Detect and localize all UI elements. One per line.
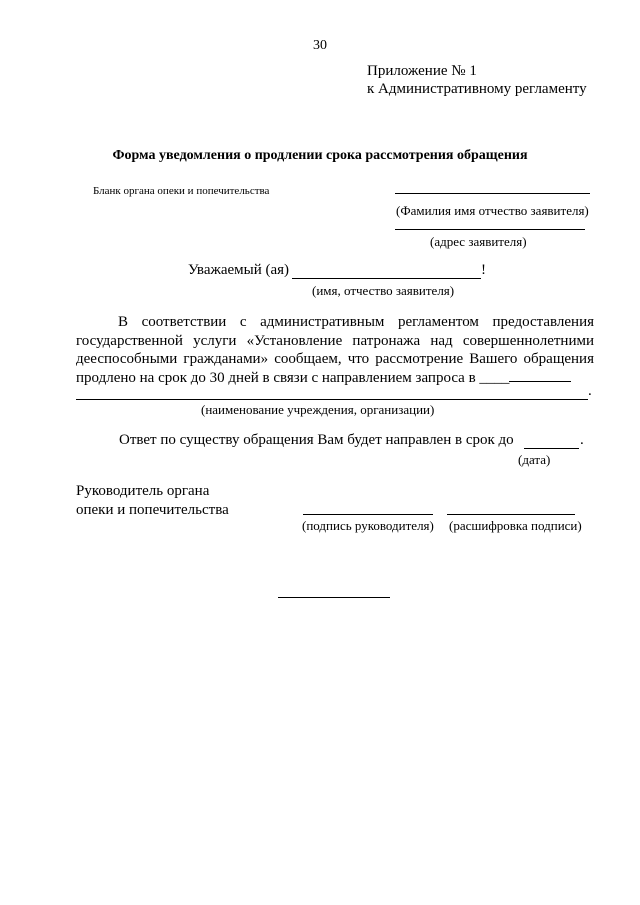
reply-date-line: [524, 448, 579, 449]
greeting-caption: (имя, отчество заявителя): [312, 283, 455, 298]
reply-end-mark: .: [580, 432, 584, 448]
signature-line: [303, 514, 433, 515]
footer-divider: [278, 597, 390, 598]
reply-sentence: [119, 432, 514, 449]
signature-caption: (подпись руководителя): [302, 518, 434, 533]
greeting-text: Уважаемый (ая): [188, 262, 290, 278]
applicant-address-line: [395, 229, 585, 230]
org-blank-label: Бланк органа опеки и попечительства: [93, 185, 270, 197]
main-paragraph: [76, 313, 594, 387]
date-caption: (дата): [518, 452, 551, 467]
appendix-line-1: Приложение № 1: [367, 63, 477, 79]
reply-text: Ответ по существу обращения Вам будет направлен в срок до: [119, 432, 514, 448]
request-target-line: [509, 381, 571, 382]
decoding-line: [447, 514, 575, 515]
head-title: [76, 482, 276, 519]
greeting-exclamation: !: [481, 262, 486, 278]
greeting: [188, 262, 289, 279]
page-number: 30: [313, 38, 327, 53]
applicant-name-line: [395, 193, 590, 194]
paragraph-blank: ____: [479, 369, 510, 386]
institution-caption: (наименование учреждения, организации): [201, 402, 435, 417]
paragraph-text: В соответствии с административным регламентом предоставления государственной услуги «Установление патронажа над совершеннолетними дееспособными гражданами» сообщаем, что рассмотрение Вашего обращения продлено на срок до 30 дней в связи с направлением запроса в: [76, 314, 594, 386]
applicant-address-caption: (адрес заявителя): [430, 234, 527, 249]
paragraph-end-mark: .: [588, 383, 592, 399]
applicant-name-caption: (Фамилия имя отчество заявителя): [396, 203, 589, 218]
greeting-name-line: [292, 278, 481, 279]
head-line-1: Руководитель органа: [76, 483, 210, 499]
appendix-line-2: к Административному регламенту: [367, 81, 587, 97]
decoding-caption: (расшифровка подписи): [449, 518, 582, 533]
appendix-header: [367, 62, 587, 98]
head-line-2: опеки и попечительства: [76, 501, 229, 518]
form-title: Форма уведомления о продлении срока рассмотрения обращения: [112, 148, 528, 163]
institution-line: [76, 399, 588, 400]
